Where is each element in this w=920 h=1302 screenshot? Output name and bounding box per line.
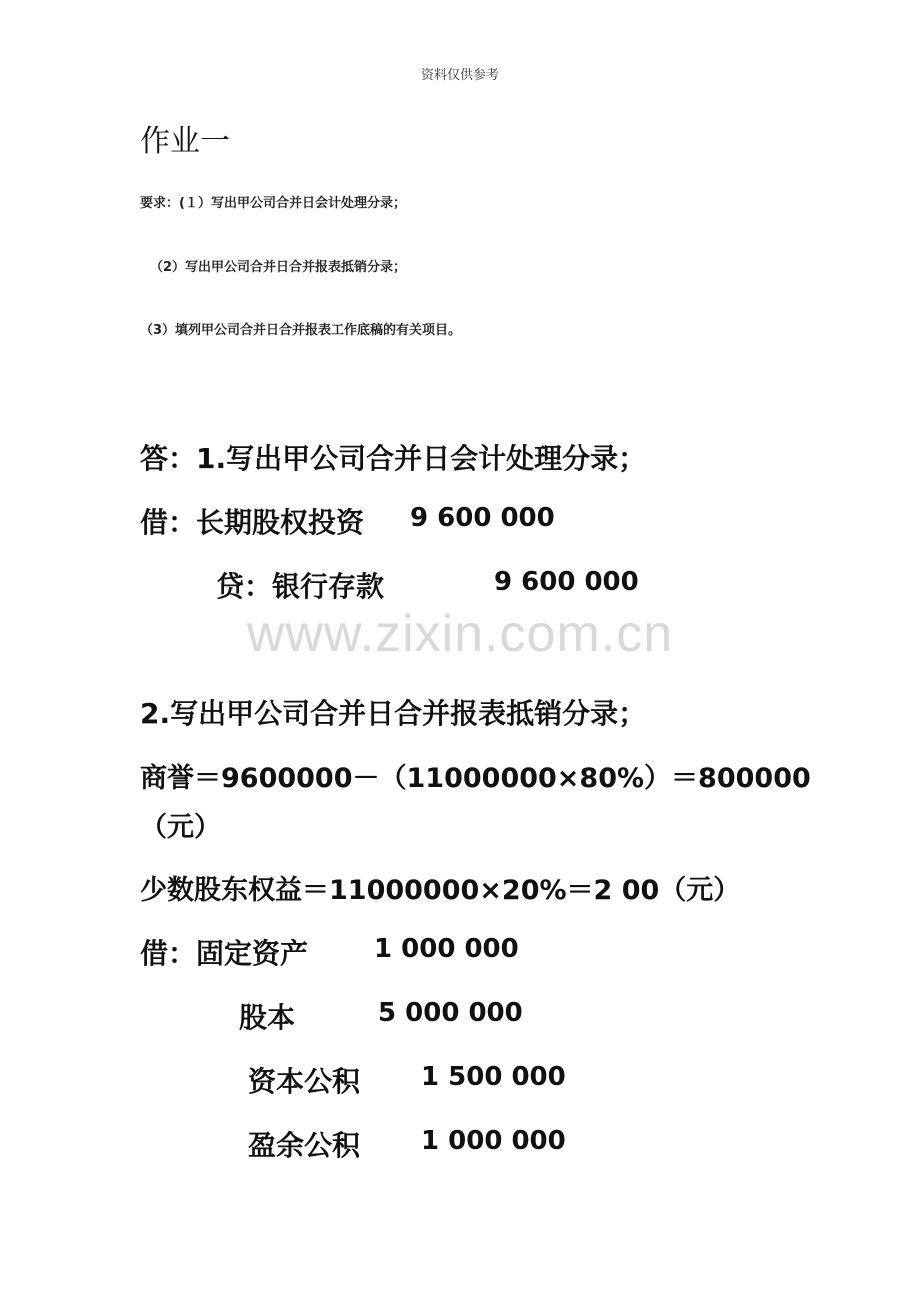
requirement-1: 要求：(１）写出甲公司合并日会计处理分录； bbox=[140, 196, 406, 211]
goodwill-unit: （元） bbox=[140, 812, 221, 843]
entry2-debit2-amount: 5 000 000 bbox=[378, 998, 523, 1028]
goodwill-formula: 商誉＝9600000－（11000000×80%）＝800000 bbox=[140, 763, 811, 794]
requirement-2: （2）写出甲公司合并日合并报表抵销分录； bbox=[150, 260, 407, 275]
answer-part2-heading: 2.写出甲公司合并日合并报表抵销分录； bbox=[140, 697, 647, 730]
entry1-debit-amount: 9 600 000 bbox=[410, 503, 555, 533]
entry2-debit3-amount: 1 500 000 bbox=[421, 1062, 566, 1092]
entry1-debit-label: 借：长期股权投资 bbox=[140, 506, 365, 539]
minority-interest-formula: 少数股东权益＝11000000×20%＝2 00（元） bbox=[140, 875, 741, 906]
entry1-credit-amount: 9 600 000 bbox=[494, 567, 639, 597]
entry1-credit-label: 贷：银行存款 bbox=[216, 570, 385, 603]
answer-part1-heading: 答：1.写出甲公司合并日会计处理分录； bbox=[140, 442, 647, 475]
entry2-debit3-label: 资本公积 bbox=[248, 1065, 361, 1098]
entry2-debit1-amount: 1 000 000 bbox=[374, 934, 519, 964]
entry2-debit4-label: 盈余公积 bbox=[248, 1129, 361, 1162]
page-title: 作业一 bbox=[140, 124, 230, 159]
entry2-debit1-label: 借：固定资产 bbox=[140, 937, 309, 970]
watermark: www.zixin.com.cn bbox=[246, 605, 674, 663]
entry2-debit4-amount: 1 000 000 bbox=[421, 1126, 566, 1156]
header-note: 资料仅供参考 bbox=[420, 68, 499, 83]
requirement-3: （3）填列甲公司合并日合并报表工作底稿的有关项目。 bbox=[140, 323, 462, 338]
entry2-debit2-label: 股本 bbox=[239, 1001, 296, 1034]
